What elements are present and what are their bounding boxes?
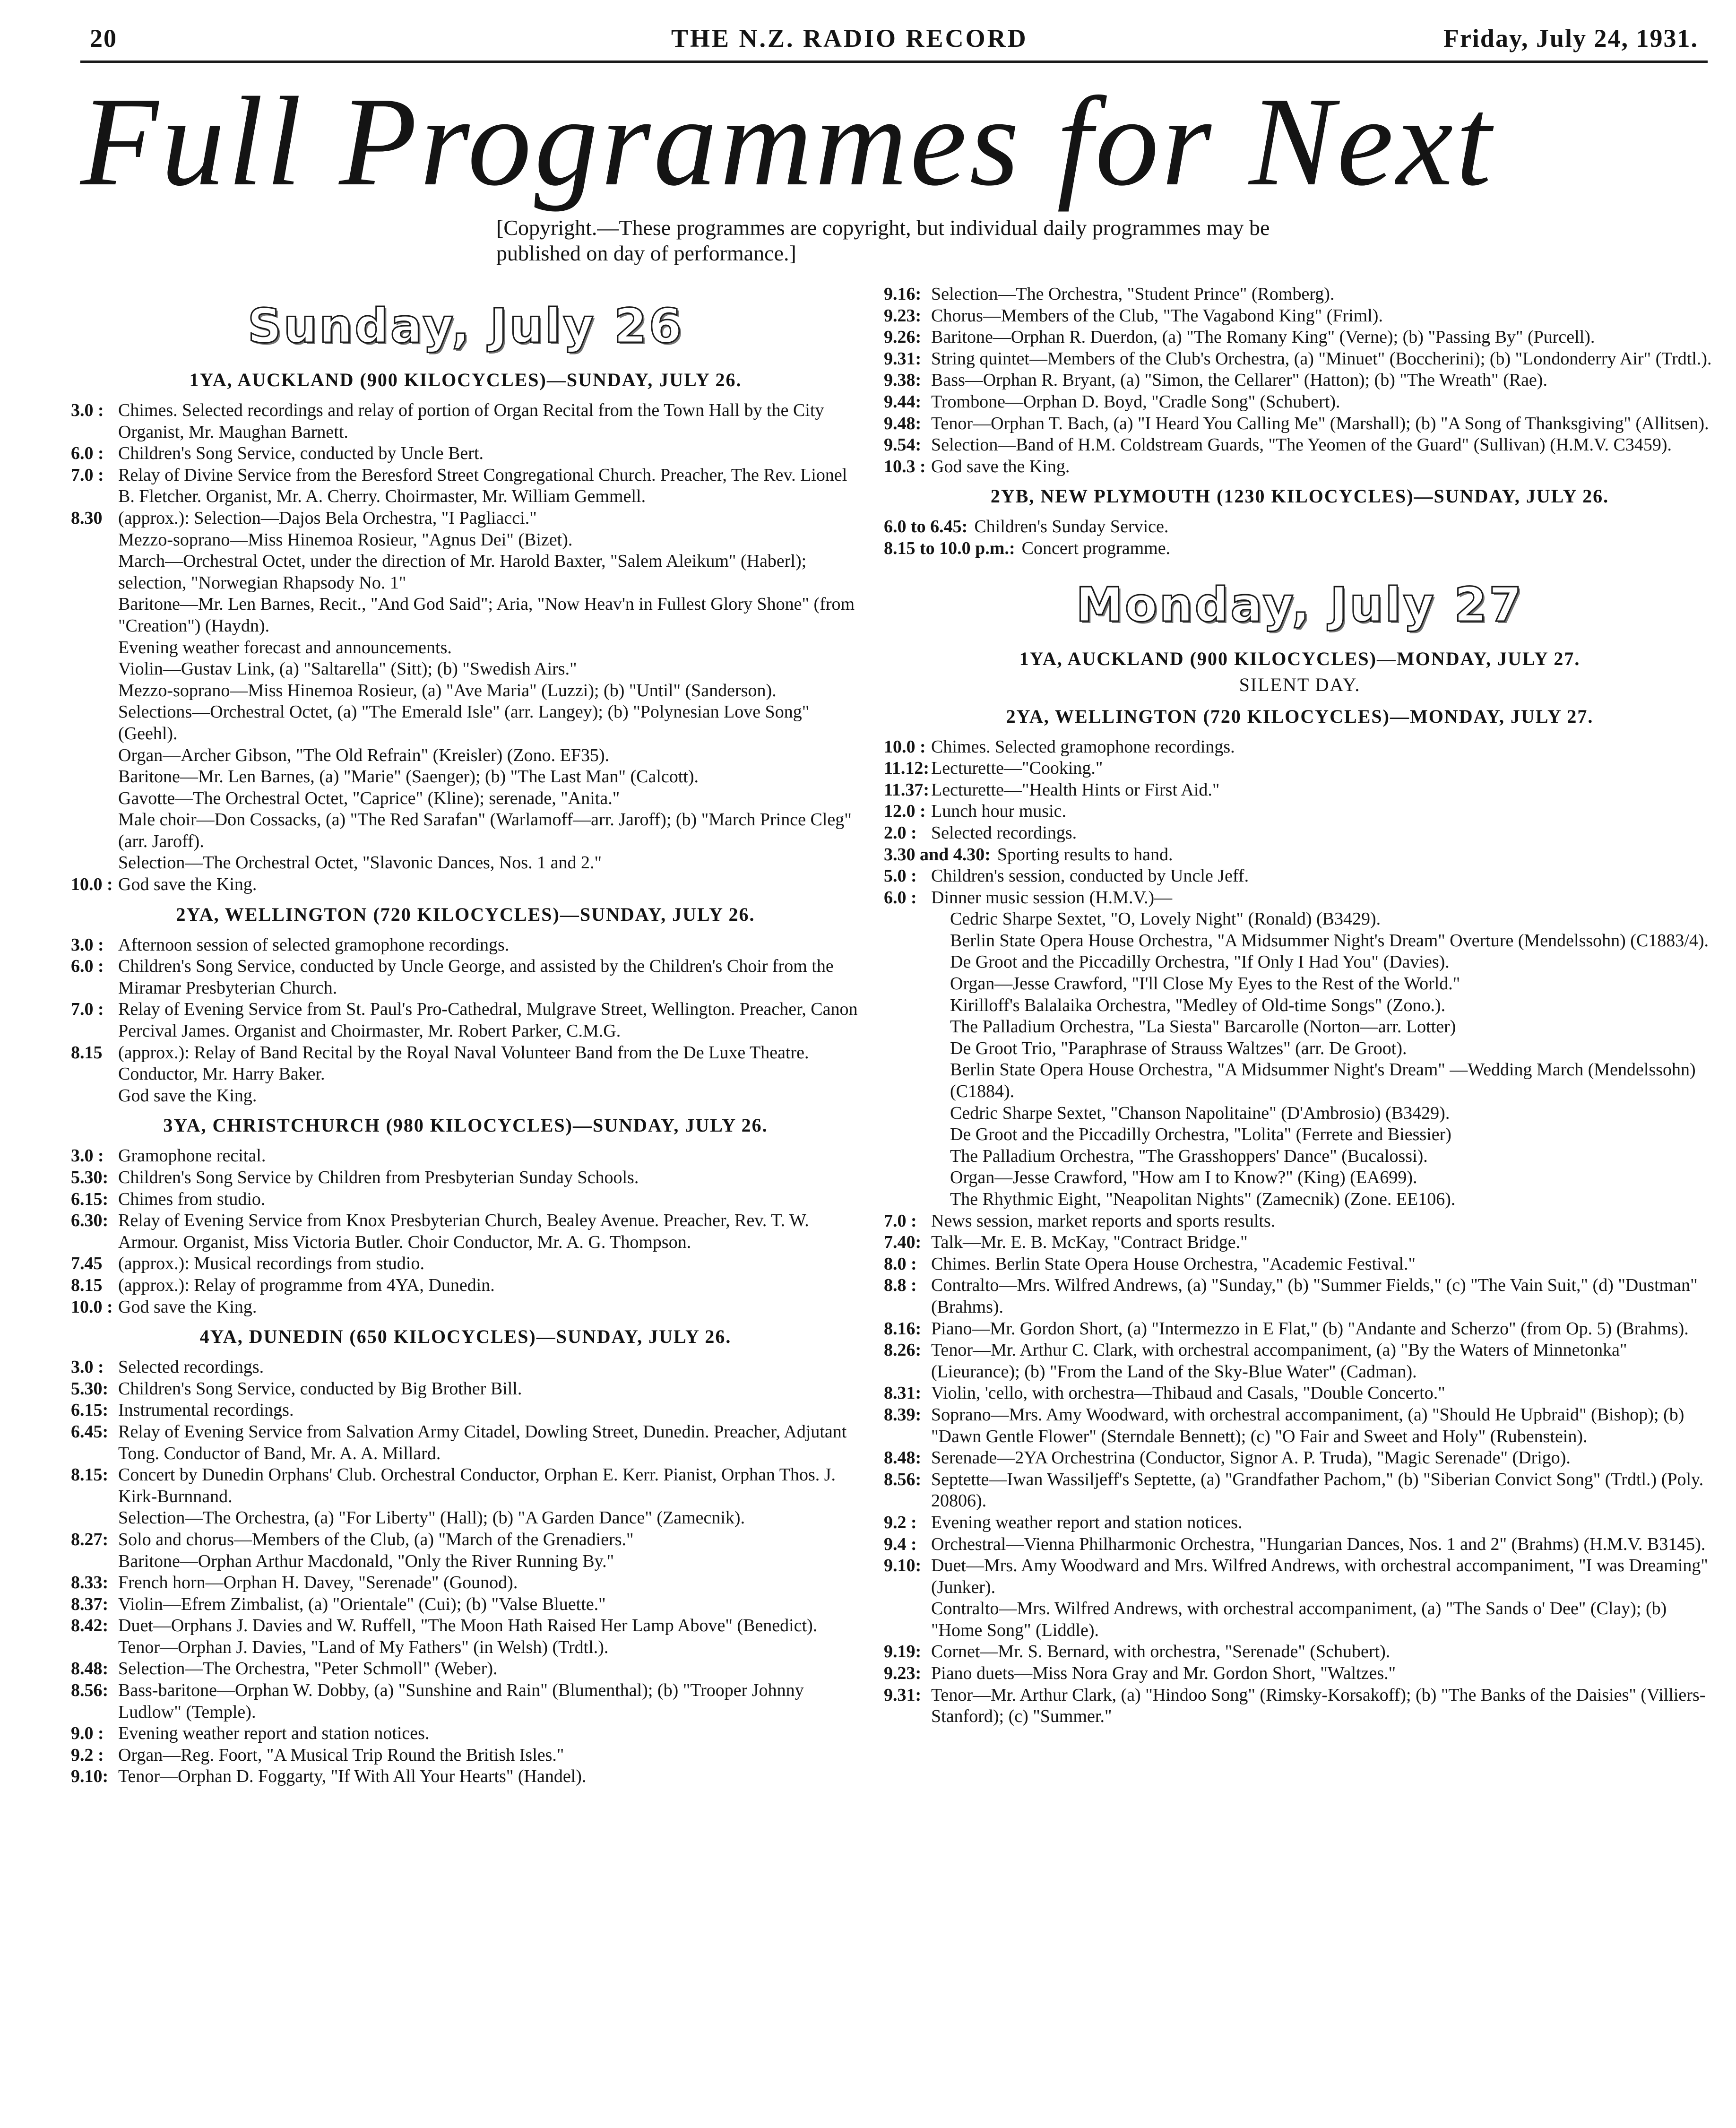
- programme-subitem: Mezzo-soprano—Miss Hinemoa Rosieur, (a) "Ave Maria" (Luzzi); (b) "Until" (Sanderson).: [118, 680, 777, 701]
- programme-time: 10.0 :: [884, 736, 926, 757]
- programme-time: 8.39:: [884, 1404, 922, 1425]
- programme-text: God save the King.: [118, 1297, 257, 1317]
- programme-text: (approx.): Musical recordings from studio.: [118, 1254, 424, 1274]
- programme-item: [71, 1529, 860, 1551]
- programme-subitem: Organ—Archer Gibson, "The Old Refrain" (Kreisler) (Zono. EF35).: [118, 745, 610, 765]
- programme-item: [884, 1383, 1716, 1404]
- programme-item: [884, 1555, 1716, 1598]
- programme-time: 9.44:: [884, 391, 922, 412]
- programme-item: [884, 327, 1716, 348]
- programme-item: [71, 1572, 860, 1594]
- programme-time: 9.19:: [884, 1642, 922, 1662]
- programme-text: Children's Song Service, conducted by Uncle Bert.: [118, 443, 484, 464]
- programme-subitem: Selection—The Orchestra, (a) "For Liberty" (Hall); (b) "A Garden Dance" (Zamecnik).: [118, 1508, 745, 1528]
- programme-item: [884, 1254, 1716, 1275]
- wellington-monday-list: [884, 736, 1716, 1728]
- dinner-item: Berlin State Opera House Orchestra, "A Midsummer Night's Dream" —Wedding March (Mendelssohn) (C1884).: [950, 1060, 1696, 1102]
- programme-time: 6.30:: [71, 1211, 109, 1231]
- programme-time: 9.38:: [884, 370, 922, 390]
- programme-item: [71, 1253, 860, 1275]
- programme-text: Relay of Divine Service from the Beresford Street Congregational Church. Preacher, The Rev. Lionel B. Fletcher. Organist, Mr. A. Cherry. Choirmaster, Mr. William Gemmell.: [118, 465, 847, 507]
- programme-text: (approx.): Relay of programme from 4YA, Dunedin.: [118, 1275, 495, 1295]
- dunedin-sunday-list: [71, 1357, 860, 1788]
- programme-item: [71, 934, 860, 956]
- left-column: [71, 293, 860, 1788]
- programme-text: Chimes. Selected recordings and relay of portion of Organ Recital from the Town Hall by the City Organist, Mr. Maughan Barnett.: [118, 400, 824, 442]
- programme-time: 8.42:: [71, 1616, 109, 1636]
- programme-item: [884, 758, 1716, 779]
- programme-item: [884, 822, 1716, 844]
- station-heading: 2YA, WELLINGTON (720 KILOCYCLES)—SUNDAY, JULY 26.: [176, 903, 755, 925]
- programme-text: Relay of Evening Service from Knox Presbyterian Church, Bealey Avenue. Preacher, Rev. T. W. Armour. Organist, Miss Victoria Butler. Choir Conductor, Mr. A. G. Thompson.: [118, 1211, 809, 1252]
- station-heading: 2YB, NEW PLYMOUTH (1230 KILOCYCLES)—SUNDAY, JULY 26.: [990, 485, 1609, 507]
- programme-item: [71, 1421, 860, 1464]
- programme-time: 9.31:: [884, 348, 922, 369]
- programme-time: 7.0 :: [71, 465, 104, 485]
- programme-text: Contralto—Mrs. Wilfred Andrews, (a) "Sunday," (b) "Summer Fields," (c) "The Vain Suit," (d) "Dustman" (Brahms).: [931, 1275, 1698, 1317]
- programme-time: 5.30:: [71, 1168, 109, 1187]
- programme-text: Selected recordings.: [931, 822, 1077, 843]
- programme-text: (approx.): Selection—Dajos Bela Orchestra, "I Pagliacci.": [118, 508, 537, 528]
- copyright-notice: [Copyright.—These programmes are copyright, but individual daily programmes may be published on day of performance.]: [496, 216, 1270, 265]
- programme-time: 8.16:: [884, 1318, 922, 1339]
- programme-text: Children's Sunday Service.: [974, 517, 1169, 537]
- programme-item: [71, 465, 860, 508]
- programme-item: [71, 400, 860, 443]
- programme-text: Tenor—Mr. Arthur Clark, (a) "Hindoo Song" (Rimsky-Korsakoff); (b) "The Banks of the Daisies" (Villiers-Stanford); (c) "Summer.": [931, 1685, 1706, 1727]
- programme-item: [71, 1189, 860, 1211]
- programme-subitem: Mezzo-soprano—Miss Hinemoa Rosieur, "Agnus Dei" (Bizet).: [118, 529, 573, 550]
- programme-text: Violin—Efrem Zimbalist, (a) "Orientale" (Cui); (b) "Valse Bluette.": [118, 1594, 606, 1614]
- station-heading: 1YA, AUCKLAND (900 KILOCYCLES)—SUNDAY, JULY 26.: [189, 369, 742, 390]
- programme-time: 8.15 to 10.0 p.m.:: [884, 538, 1015, 558]
- programme-time: 7.0 :: [71, 999, 104, 1020]
- programme-text: Soprano—Mrs. Amy Woodward, with orchestral accompaniment, (a) "Should He Upbraid" (Bishop); (b) "Dawn Gentle Flower" (Sterndale Bennett); (c) "O Fair and Sweet and Holy" (Rubenstein).: [931, 1404, 1684, 1446]
- programme-text: Sporting results to hand.: [997, 844, 1173, 865]
- dinner-item: The Palladium Orchestra, "La Siesta" Barcarolle (Norton—arr. Lotter): [950, 1017, 1456, 1037]
- programme-time: 5.0 :: [884, 866, 917, 886]
- programme-time: 10.0 :: [71, 874, 113, 895]
- programme-time: 9.2 :: [71, 1745, 104, 1765]
- programme-subitem: Tenor—Orphan J. Davies, "Land of My Fathers" (in Welsh) (Trdtl.).: [118, 1637, 609, 1657]
- programme-item: [71, 1042, 860, 1085]
- dinner-item: Cedric Sharpe Sextet, "O, Lovely Night" (Ronald) (B3429).: [950, 909, 1381, 929]
- programme-time: 8.15: [71, 1275, 103, 1295]
- programme-time: 5.30:: [71, 1378, 109, 1399]
- programme-item: [884, 434, 1716, 456]
- programme-item: [884, 516, 1716, 538]
- programme-time: 8.48:: [71, 1659, 109, 1679]
- programme-text: Relay of Evening Service from St. Paul's Pro-Cathedral, Mulgrave Street, Wellington. Preacher, Canon Percival James. Organist and Choirmaster, Mr. Robert Parker, C.M.G.: [118, 999, 858, 1041]
- dinner-item: The Rhythmic Eight, "Neapolitan Nights" (Zamecnik) (Zone. EE106).: [950, 1189, 1456, 1209]
- programme-item: [884, 1512, 1716, 1534]
- programme-time: 7.45: [71, 1254, 103, 1274]
- programme-time: 9.0 :: [71, 1723, 104, 1744]
- programme-time: 3.0 :: [71, 934, 104, 955]
- issue-date: Friday, July 24, 1931.: [1443, 24, 1698, 52]
- programme-time: 8.8 :: [884, 1275, 917, 1296]
- dinner-item: Organ—Jesse Crawford, "I'll Close My Eyes to the Rest of the World.": [950, 974, 1460, 994]
- programme-text: Children's session, conducted by Uncle Jeff.: [931, 866, 1249, 886]
- programme-time: 10.0 :: [71, 1297, 113, 1317]
- programme-time: 8.0 :: [884, 1254, 917, 1274]
- programme-text: Orchestral—Vienna Philharmonic Orchestra, "Hungarian Dances, Nos. 1 and 2" (Brahms) (H.M.V. B3145).: [931, 1534, 1706, 1554]
- programme-item: [884, 305, 1716, 327]
- programme-text: God save the King.: [931, 456, 1070, 476]
- programme-item: [71, 1297, 860, 1318]
- programme-text: Tenor—Mr. Arthur C. Clark, with orchestral accompaniment, (a) "By the Waters of Minnetonka" (Lieurance); (b) "From the Land of the Sky-Blue Water" (Cadman).: [931, 1340, 1627, 1382]
- programme-text: Serenade—2YA Orchestrina (Conductor, Signor A. P. Truda), "Magic Serenade" (Drigo).: [931, 1448, 1571, 1468]
- programme-text: Gramophone recital.: [118, 1146, 266, 1166]
- programme-item: [884, 370, 1716, 391]
- programme-text: Evening weather report and station notices.: [118, 1723, 430, 1744]
- station-heading: 2YA, WELLINGTON (720 KILOCYCLES)—MONDAY, JULY 27.: [1006, 705, 1594, 727]
- sunday-heading: Sunday, July 26: [247, 298, 684, 354]
- station-heading: 3YA, CHRISTCHURCH (980 KILOCYCLES)—SUNDAY, JULY 26.: [163, 1115, 768, 1136]
- programme-text: Concert programme.: [1021, 538, 1171, 558]
- programme-text: Relay of Evening Service from Salvation Army Citadel, Dowling Street, Dunedin. Preacher, Adjutant Tong. Conductor of Band, Mr. A. A. Millard.: [118, 1421, 847, 1463]
- programme-text: Talk—Mr. E. B. McKay, "Contract Bridge.": [931, 1232, 1248, 1253]
- programme-item: [71, 1357, 860, 1378]
- programme-text: Trombone—Orphan D. Boyd, "Cradle Song" (Schubert).: [931, 391, 1340, 412]
- programme-time: 8.27:: [71, 1529, 109, 1549]
- programme-text: Duet—Mrs. Amy Woodward and Mrs. Wilfred Andrews, with orchestral accompaniment, "I was Dreaming" (Junker).: [931, 1556, 1708, 1597]
- programme-text: News session, market reports and sports results.: [931, 1211, 1276, 1231]
- station-heading: 1YA, AUCKLAND (900 KILOCYCLES)—MONDAY, JULY 27.: [1019, 648, 1581, 669]
- programme-item: [884, 1340, 1716, 1383]
- programme-time: 12.0 :: [884, 801, 926, 822]
- programme-time: 3.0 :: [71, 400, 104, 420]
- programme-item: [71, 443, 860, 465]
- programme-text: Piano—Mr. Gordon Short, (a) "Intermezzo in E Flat," (b) "Andante and Scherzo" (from Op. 5) (Brahms).: [931, 1318, 1689, 1339]
- programme-item: [71, 1275, 860, 1297]
- programme-item: [884, 801, 1716, 822]
- programme-item: [884, 887, 1716, 909]
- programme-time: 7.40:: [884, 1232, 922, 1253]
- programme-text: Duet—Orphans J. Davies and W. Ruffell, "The Moon Hath Raised Her Lamp Above" (Benedict).: [118, 1616, 818, 1636]
- programme-item: [71, 1464, 860, 1507]
- christchurch-sunday-list: [71, 1145, 860, 1318]
- programme-subitem: Baritone—Orphan Arthur Macdonald, "Only the River Running By.": [118, 1551, 614, 1571]
- programme-time: 8.15: [71, 1042, 103, 1063]
- programme-item: [884, 1534, 1716, 1556]
- programme-time: 9.23:: [884, 305, 922, 326]
- programme-item: [884, 1211, 1716, 1232]
- programme-item: [71, 1658, 860, 1680]
- programme-item: [884, 1469, 1716, 1512]
- programme-text: God save the King.: [118, 874, 257, 895]
- programme-time: 9.10:: [71, 1766, 109, 1787]
- programme-text: Violin, 'cello, with orchestra—Thibaud and Casals, "Double Concerto.": [931, 1383, 1445, 1403]
- programme-time: 6.0 to 6.45:: [884, 517, 968, 537]
- programme-time: 8.56:: [71, 1680, 109, 1701]
- programme-item: [71, 1723, 860, 1745]
- programme-item: [71, 1378, 860, 1400]
- programme-text: Lecturette—"Cooking.": [931, 758, 1103, 779]
- publication-title: THE N.Z. RADIO RECORD: [671, 24, 1028, 52]
- programme-item: [884, 1447, 1716, 1469]
- programme-text: Baritone—Orphan R. Duerdon, (a) "The Romany King" (Verne); (b) "Passing By" (Purcell).: [931, 327, 1595, 347]
- programme-time: 6.0 :: [71, 443, 104, 464]
- programme-item: [884, 1232, 1716, 1254]
- dinner-item: De Groot and the Piccadilly Orchestra, "If Only I Had You" (Davies).: [950, 952, 1450, 972]
- programme-item: [884, 779, 1716, 801]
- programme-item: [884, 413, 1716, 435]
- programme-item: [71, 1594, 860, 1616]
- programme-subitem: Baritone—Mr. Len Barnes, Recit., "And God Said"; Aria, "Now Heav'n in Fullest Glory Shone" (from "Creation") (Haydn).: [118, 594, 855, 636]
- programme-item: [71, 1145, 860, 1167]
- programme-text: Solo and chorus—Members of the Club, (a) "March of the Grenadiers.": [118, 1529, 634, 1549]
- programme-item: [884, 1663, 1716, 1685]
- programme-text: Septette—Iwan Wassiljeff's Septette, (a) "Grandfather Pachom," (b) "Siberian Convict Song" (Trdtl.) (Poly. 20806).: [931, 1469, 1704, 1511]
- programme-item: [71, 1167, 860, 1189]
- programme-subitem: Male choir—Don Cossacks, (a) "The Red Sarafan" (Warlamoff—arr. Jaroff); (b) "March Prince Cleg" (arr. Jaroff).: [118, 810, 852, 851]
- programme-item: [71, 508, 860, 529]
- programme-time: 8.15:: [71, 1465, 109, 1485]
- programme-item: [71, 1400, 860, 1421]
- masthead-title: Full Programmes for Next: [80, 71, 1494, 212]
- programme-item: [884, 736, 1716, 758]
- programme-time: 8.33:: [71, 1573, 109, 1593]
- programme-item: [71, 1745, 860, 1766]
- programme-item: [884, 844, 1716, 866]
- programme-time: 9.10:: [884, 1556, 922, 1576]
- new-plymouth-sunday-list: [884, 516, 1716, 559]
- programme-text: Chimes from studio.: [118, 1189, 266, 1209]
- programme-item: [884, 538, 1716, 560]
- programme-text: French horn—Orphan H. Davey, "Serenade" (Gounod).: [118, 1573, 518, 1593]
- dunedin-sunday-continued: [884, 284, 1716, 477]
- programme-text: Selection—The Orchestra, "Student Prince" (Romberg).: [931, 284, 1335, 304]
- programme-time: 8.31:: [884, 1383, 922, 1403]
- programme-subitem: Contralto—Mrs. Wilfred Andrews, with orchestral accompaniment, (a) "The Sands o' Dee" (Clay); (b) "Home Song" (Liddle).: [931, 1599, 1667, 1640]
- programme-item: [884, 348, 1716, 370]
- programme-item: [71, 1680, 860, 1723]
- programme-text: String quintet—Members of the Club's Orchestra, (a) "Minuet" (Boccherini); (b) "Londonderry Air" (Trdtl.).: [931, 348, 1712, 369]
- programme-item: [884, 1641, 1716, 1663]
- programme-text: Selected recordings.: [118, 1357, 264, 1377]
- programme-subitem: Violin—Gustav Link, (a) "Saltarella" (Sitt); (b) "Swedish Airs.": [118, 659, 577, 679]
- programme-text: Children's Song Service, conducted by Uncle George, and assisted by the Children's Choir from the Miramar Presbyterian Church.: [118, 956, 834, 998]
- programme-time: 6.0 :: [884, 887, 917, 908]
- programme-subitem: Selections—Orchestral Octet, (a) "The Emerald Isle" (arr. Langey); (b) "Polynesian Love Song" (Geehl).: [118, 702, 810, 744]
- programme-text: Concert by Dunedin Orphans' Club. Orchestral Conductor, Orphan E. Kerr. Pianist, Orphan Thos. J. Kirk-Burnnand.: [118, 1465, 836, 1506]
- programme-item: [71, 874, 860, 896]
- programme-text: Children's Song Service by Children from Presbyterian Sunday Schools.: [118, 1168, 639, 1187]
- programme-time: 7.0 :: [884, 1211, 917, 1231]
- programme-text: Lecturette—"Health Hints or First Aid.": [931, 779, 1220, 800]
- programme-time: 3.0 :: [71, 1146, 104, 1166]
- programme-time: 6.0 :: [71, 956, 104, 977]
- programme-time: 8.48:: [884, 1448, 922, 1468]
- dinner-item: De Groot Trio, "Paraphrase of Strauss Waltzes" (arr. De Groot).: [950, 1038, 1407, 1058]
- wellington-sunday-list: [71, 934, 860, 1107]
- programme-subitem: March—Orchestral Octet, under the direction of Mr. Harold Baxter, "Salem Aleikum" (Haberl); selection, "Norwegian Rhapsody No. 1": [118, 551, 807, 593]
- programme-time: 6.15:: [71, 1189, 109, 1209]
- programme-subitem: Baritone—Mr. Len Barnes, (a) "Marie" (Saenger); (b) "The Last Man" (Calcott).: [118, 767, 699, 787]
- programme-time: 2.0 :: [884, 822, 917, 843]
- dinner-item: Organ—Jesse Crawford, "How am I to Know?" (King) (EA699).: [950, 1168, 1417, 1188]
- page-number: 20: [90, 24, 117, 52]
- programme-text: Lunch hour music.: [931, 801, 1067, 822]
- programme-time: 9.23:: [884, 1663, 922, 1684]
- dinner-item: Cedric Sharpe Sextet, "Chanson Napolitaine" (D'Ambrosio) (B3429).: [950, 1103, 1450, 1123]
- programme-item: [884, 865, 1716, 887]
- programme-text: Tenor—Orphan T. Bach, (a) "I Heard You Calling Me" (Marshall); (b) "A Song of Thanksgiving" (Allitsen).: [931, 413, 1709, 433]
- programme-item: [71, 1615, 860, 1637]
- programme-text: Afternoon session of selected gramophone recordings.: [118, 934, 510, 955]
- programme-text: Chimes. Berlin State Opera House Orchestra, "Academic Festival.": [931, 1254, 1416, 1274]
- programme-item: [884, 284, 1716, 305]
- dinner-item: The Palladium Orchestra, "The Grasshoppers' Dance" (Bucalossi).: [950, 1146, 1428, 1166]
- right-column: [884, 284, 1716, 1728]
- programme-text: Instrumental recordings.: [118, 1400, 294, 1420]
- programme-subitem: God save the King.: [118, 1085, 257, 1106]
- programme-text: Organ—Reg. Foort, "A Musical Trip Round the British Isles.": [118, 1745, 564, 1765]
- programme-text: Bass—Orphan R. Bryant, (a) "Simon, the Cellarer" (Hatton); (b) "The Wreath" (Rae).: [931, 370, 1547, 390]
- programme-item: [71, 956, 860, 999]
- programme-time: 3.0 :: [71, 1357, 104, 1377]
- programme-time: 9.31:: [884, 1685, 922, 1705]
- programme-time: 6.45:: [71, 1421, 109, 1442]
- dinner-item: Kirilloff's Balalaika Orchestra, "Medley of Old-time Songs" (Zono.).: [950, 995, 1446, 1015]
- programme-item: [71, 1210, 860, 1253]
- monday-heading: Monday, July 27: [1076, 577, 1524, 632]
- programme-text: Bass-baritone—Orphan W. Dobby, (a) "Sunshine and Rain" (Blumenthal); (b) "Trooper Johnny Ludlow" (Temple).: [118, 1680, 804, 1722]
- programme-time: 8.56:: [884, 1469, 922, 1489]
- programme-item: [884, 1404, 1716, 1447]
- programme-time: 10.3 :: [884, 456, 926, 476]
- programme-item: [884, 1685, 1716, 1728]
- auckland-sunday-list: [71, 400, 860, 896]
- programme-time: 9.2 :: [884, 1512, 917, 1532]
- station-heading: 4YA, DUNEDIN (650 KILOCYCLES)—SUNDAY, JULY 26.: [199, 1326, 732, 1348]
- programme-time: 8.26:: [884, 1340, 922, 1360]
- programme-time: 9.4 :: [884, 1534, 917, 1554]
- programme-time: 6.15:: [71, 1400, 109, 1420]
- programme-text: Selection—The Orchestra, "Peter Schmoll" (Weber).: [118, 1659, 498, 1679]
- programme-time: 8.30: [71, 508, 103, 528]
- programme-text: Piano duets—Miss Nora Gray and Mr. Gordon Short, "Waltzes.": [931, 1663, 1396, 1684]
- programme-text: Chimes. Selected gramophone recordings.: [931, 736, 1235, 757]
- programme-time: 9.48:: [884, 413, 922, 433]
- programme-item: [71, 999, 860, 1042]
- programme-time: 9.16:: [884, 284, 922, 304]
- programme-subitem: Gavotte—The Orchestral Octet, "Caprice" (Kline); serenade, "Anita.": [118, 788, 620, 808]
- programme-item: [71, 1766, 860, 1788]
- programme-item: [884, 1275, 1716, 1318]
- programme-time: 3.30 and 4.30:: [884, 844, 991, 865]
- programme-item: [884, 391, 1716, 413]
- programme-time: 8.37:: [71, 1594, 109, 1614]
- dinner-item: Berlin State Opera House Orchestra, "A Midsummer Night's Dream" Overture (Mendelssohn) (C1883/4).: [950, 930, 1709, 951]
- programme-item: [884, 1318, 1716, 1340]
- programme-subitem: Selection—The Orchestral Octet, "Slavonic Dances, Nos. 1 and 2.": [118, 853, 602, 873]
- dinner-item: De Groot and the Piccadilly Orchestra, "Lolita" (Ferrete and Biessier): [950, 1125, 1451, 1145]
- programme-time: 11.12:: [884, 758, 930, 779]
- programme-text: Dinner music session (H.M.V.)—: [931, 887, 1173, 908]
- header-rule: [80, 61, 1708, 63]
- programme-time: 9.26:: [884, 327, 922, 347]
- programme-text: Evening weather report and station notices.: [931, 1512, 1243, 1532]
- programme-text: (approx.): Relay of Band Recital by the Royal Naval Volunteer Band from the De Luxe Theatre. Conductor, Mr. Harry Baker.: [118, 1042, 809, 1084]
- programme-item: [884, 456, 1716, 478]
- programme-text: Selection—Band of H.M. Coldstream Guards, "The Yeomen of the Guard" (Sullivan) (H.M.V. C3459).: [931, 435, 1672, 455]
- programme-subitem: Evening weather forecast and announcements.: [118, 637, 452, 657]
- programme-text: Chorus—Members of the Club, "The Vagabond King" (Friml).: [931, 305, 1383, 326]
- programme-text: Tenor—Orphan D. Foggarty, "If With All Your Hearts" (Handel).: [118, 1766, 587, 1787]
- programme-text: Children's Song Service, conducted by Big Brother Bill.: [118, 1378, 522, 1399]
- programme-time: 9.54:: [884, 435, 922, 455]
- silent-day-note: SILENT DAY.: [1239, 674, 1361, 695]
- programme-time: 11.37:: [884, 779, 930, 800]
- programme-text: Cornet—Mr. S. Bernard, with orchestra, "Serenade" (Schubert).: [931, 1642, 1391, 1662]
